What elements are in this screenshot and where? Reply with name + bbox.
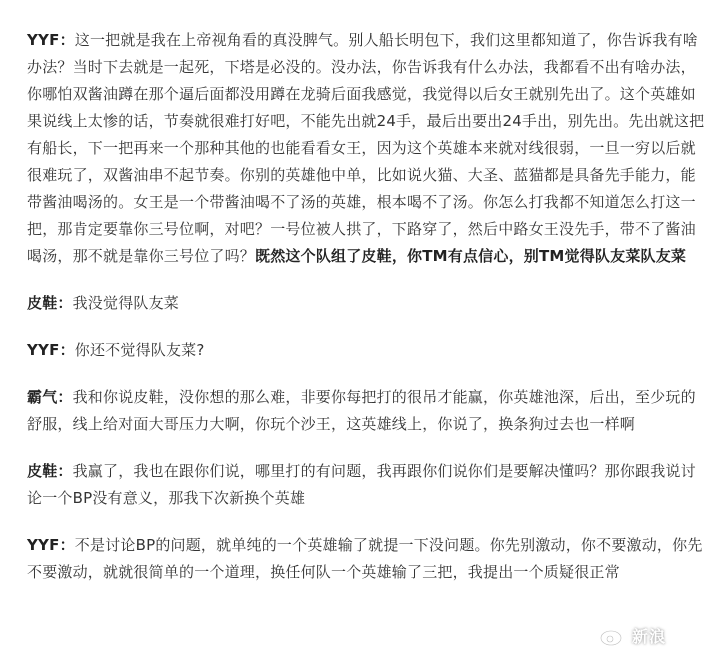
dialogue-text: 我没觉得队友菜 bbox=[72, 294, 180, 312]
speaker-name: YYF bbox=[27, 31, 60, 49]
dialogue-text: 不是讨论BP的问题，就单纯的一个英雄输了就提一下没问题。你先别激动，你不要激动，你先不要激动，就就很简单的一个道理，换任何队一个英雄输了三把，我提出一个质疑很正常 bbox=[27, 536, 703, 581]
speaker-separator: ： bbox=[59, 31, 75, 49]
speaker-name: YYF bbox=[27, 536, 60, 554]
speaker-name: 皮鞋 bbox=[27, 462, 58, 480]
speaker-separator: ： bbox=[57, 462, 73, 480]
dialogue-text: 你还不觉得队友菜? bbox=[74, 341, 205, 359]
speaker-separator: ： bbox=[57, 294, 73, 312]
speaker-name: 霸气 bbox=[27, 388, 58, 406]
dialogue-text: 这一把就是我在上帝视角看的真没脾气。别人船长明包下，我们这里都知道了，你告诉我有啥办法？当时下去就是一起死，下塔是必没的。没办法，你告诉我有什么办法，我都看不出有啥办法，你哪怕双酱油蹲在那个逼后面都没用蹲在龙骑后面我感觉，我觉得以后女王就别先出了。这个英雄如果说线上太惨的话，节奏就很难打好吧，不能先出就24手，最后出要出24手出，别先出。先出就这把有船长，下一把再来一个那种其他的也能看看女王，因为这个英雄本来就对线很弱，一旦一穷以后就很难玩了，双酱油串不起节奏。你别的英雄他中单，比如说火猫、大圣、蓝猫都是具备先手能力，能带酱油喝汤的。女王是一个带酱油喝不了汤的英雄，根本喝不了汤。你怎么打我都不知道怎么打这一把，那肯定要靠你三号位啊，对吧？一号位被人拱了，下路穿了，然后中路女王没先手，带不了酱油喝汤，那不就是靠你三号位了吗？ bbox=[27, 31, 705, 265]
speaker-name: YYF bbox=[27, 341, 60, 359]
dialogue-paragraph-yyf-3 bbox=[27, 532, 709, 586]
dialogue-paragraph-yyf-1 bbox=[27, 27, 709, 270]
speaker-name: 皮鞋 bbox=[27, 294, 58, 312]
watermark-text: 新浪 bbox=[632, 626, 667, 646]
dialogue-text: 我和你说皮鞋，没你想的那么难，非要你每把打的很吊才能赢，你英雄池深，后出，至少玩的舒服，线上给对面大哥压力大啊，你玩个沙王，这英雄线上，你说了，换条狗过去也一样啊 bbox=[27, 388, 696, 433]
article-body bbox=[27, 27, 709, 606]
dialogue-bold-text: 既然这个队组了皮鞋，你TM有点信心，别TM觉得队友菜队友菜 bbox=[255, 247, 687, 265]
dialogue-paragraph-pixie-1 bbox=[27, 290, 709, 317]
dialogue-paragraph-yyf-2 bbox=[27, 337, 709, 364]
dialogue-paragraph-pixie-2 bbox=[27, 458, 709, 512]
speaker-separator: ： bbox=[59, 341, 75, 359]
speaker-separator: ： bbox=[57, 388, 73, 406]
weibo-logo-icon bbox=[600, 624, 626, 646]
speaker-separator: ： bbox=[59, 536, 75, 554]
dialogue-paragraph-baqi bbox=[27, 384, 709, 438]
watermark bbox=[600, 621, 710, 649]
dialogue-text: 我赢了，我也在跟你们说，哪里打的有问题，我再跟你们说你们是要解决懂吗？那你跟我说讨论一个BP没有意义，那我下次新换个英雄 bbox=[27, 462, 696, 507]
